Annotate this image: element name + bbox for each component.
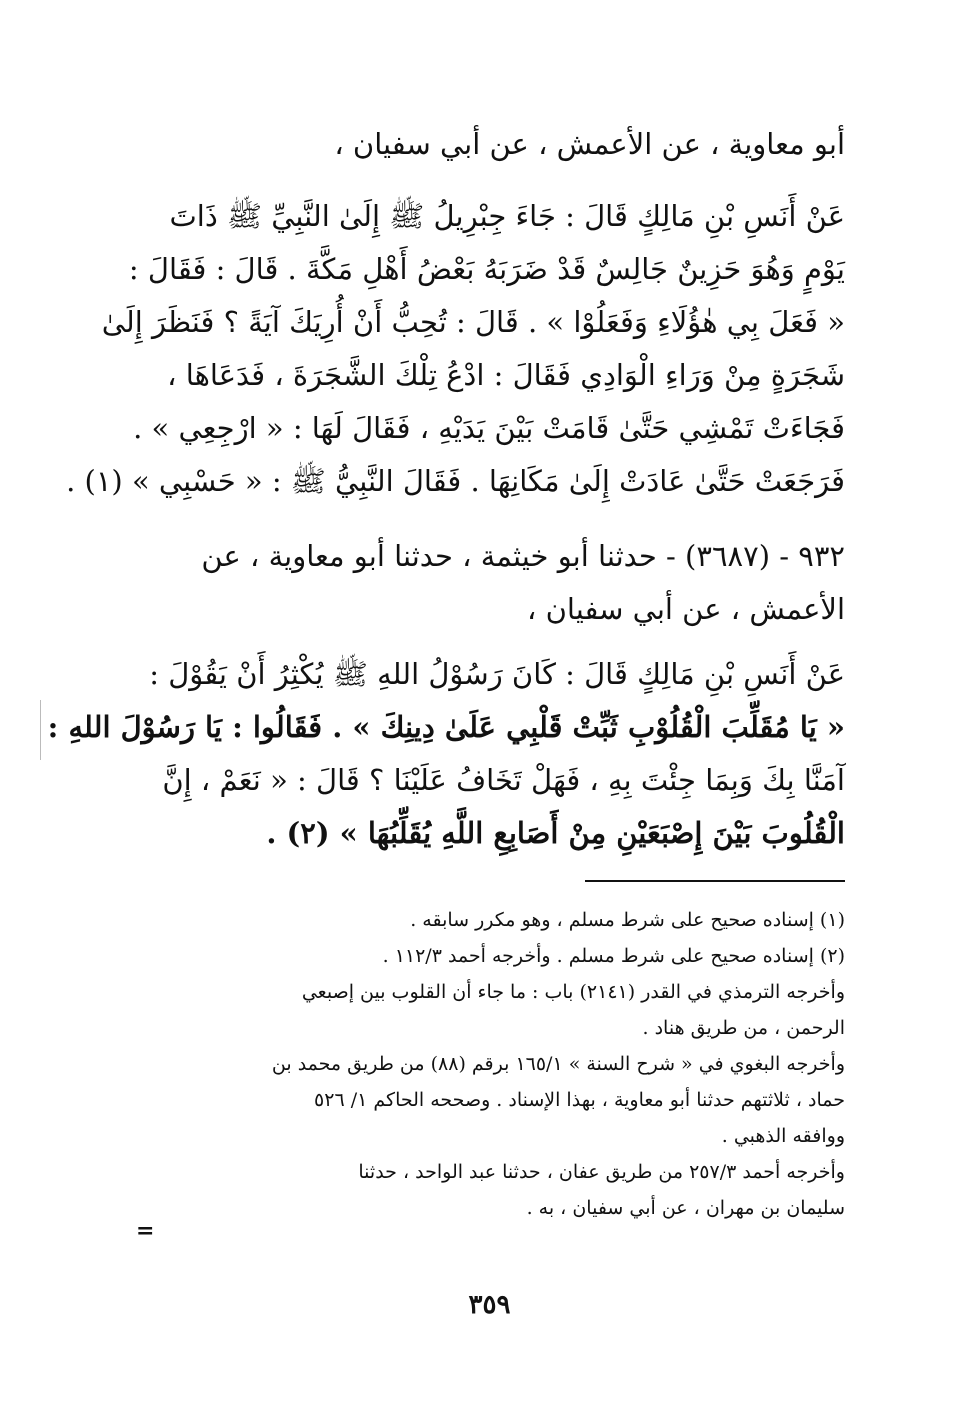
matn-line: عَنْ أَنَسِ بْنِ مَالِكٍ قَالَ : كَانَ رَسُوْلُ اللهِ ﷺ يُكْثِرُ أَنْ يَقُوْلَ : bbox=[149, 657, 845, 691]
page-number: ٣٥٩ bbox=[468, 1290, 511, 1320]
hadith-932-header bbox=[155, 530, 845, 636]
hadith-header-line: ٩٣٢ - (٣٦٨٧) - حدثنا أبو خيثمة ، حدثنا أبو معاوية ، عن bbox=[201, 539, 845, 573]
footnote-line: (٢) إسناده صحيح على شرط مسلم . وأخرجه أحمد ١١٢/٣ . bbox=[382, 945, 845, 967]
matn-line: عَنْ أَنَسِ بْنِ مَالِكٍ قَالَ : جَاءَ جِبْرِيلُ ﷺ إِلَىٰ النَّبِيِّ ﷺ ذَاتَ bbox=[169, 199, 845, 233]
footnote-line: سليمان بن مهران ، عن أبي سفيان ، به . bbox=[526, 1197, 845, 1219]
matn-line: آمَنَّا بِكَ وَبِمَا جِئْتَ بِهِ ، فَهَلْ تَخَافُ عَلَيْنَا ؟ قَالَ : « نَعَمْ ، إِنَّ bbox=[162, 763, 845, 797]
footnote-line: الرحمن ، من طريق هناد . bbox=[642, 1017, 845, 1039]
footnote-line: وأخرجه البغوي في « شرح السنة » ١٦٥/١ برقم (٨٨) من طريق محمد بن bbox=[271, 1053, 845, 1075]
footnote-line: وأخرجه أحمد ٢٥٧/٣ من طريق عفان ، حدثنا عبد الواحد ، حدثنا bbox=[358, 1161, 845, 1183]
isnad-line: أبو معاوية ، عن الأعمش ، عن أبي سفيان ، bbox=[334, 127, 845, 161]
continuation-mark: = bbox=[136, 1218, 155, 1244]
matn-line: فَجَاءَتْ تَمْشِي حَتَّىٰ قَامَتْ بَيْنَ يَدَيْهِ ، فَقَالَ لَهَا : « ارْجِعِي » . bbox=[133, 411, 845, 445]
matn-line: الْقُلُوبَ بَيْنَ إِصْبَعَيْنِ مِنْ أَصَابِعِ اللَّهِ يُقَلِّبُهَا » (٢) . bbox=[266, 816, 845, 850]
footnote-separator bbox=[585, 880, 845, 882]
footnotes bbox=[155, 902, 845, 1226]
hadith-header-line: الأعمش ، عن أبي سفيان ، bbox=[527, 592, 845, 626]
hadith-931-isnad bbox=[155, 118, 845, 171]
matn-line: شَجَرَةٍ مِنْ وَرَاءِ الْوَادِي فَقَالَ : ادْعُ تِلْكَ الشَّجَرَةَ ، فَدَعَاهَا ، bbox=[167, 358, 845, 392]
footnote-line: ووافقه الذهبي . bbox=[721, 1125, 845, 1147]
footnote-line: حماد ، ثلاثتهم حدثنا أبو معاوية ، بهذا الإسناد . وصححه الحاكم ١/ ٥٢٦ bbox=[314, 1089, 845, 1111]
scan-artifact-line bbox=[40, 700, 41, 760]
matn-line: يَوْمٍ وَهُوَ حَزِينٌ جَالِسٌ قَدْ ضَرَبَهُ بَعْضُ أَهْلِ مَكَّةَ . قَالَ : فَقَالَ : bbox=[128, 252, 845, 286]
footnote-line: وأخرجه الترمذي في القدر (٢١٤١) باب : ما جاء أن القلوب بين إصبعي bbox=[301, 981, 845, 1003]
matn-line: « فَعَلَ بِي هٰؤُلَاءِ وَفَعَلُوْا » . قَالَ : تُحِبُّ أَنْ أُرِيَكَ آيَةً ؟ فَنَظَرَ إِلَىٰ bbox=[101, 305, 845, 339]
hadith-932-matn bbox=[47, 648, 845, 860]
matn-line: « يَا مُقَلِّبَ الْقُلُوْبِ ثَبِّتْ قَلْبِي عَلَىٰ دِينِكَ » . فَقَالُوا : يَا رَسُوْلَ اللهِ : bbox=[47, 710, 845, 744]
footnote-line: (١) إسناده صحيح على شرط مسلم ، وهو مكرر سابقه . bbox=[410, 909, 845, 931]
matn-line: فَرَجَعَتْ حَتَّىٰ عَادَتْ إِلَىٰ مَكَانِهَا . فَقَالَ النَّبِيُّ ﷺ : « حَسْبِي » (١) . bbox=[66, 464, 845, 498]
hadith-931-matn bbox=[66, 190, 845, 508]
